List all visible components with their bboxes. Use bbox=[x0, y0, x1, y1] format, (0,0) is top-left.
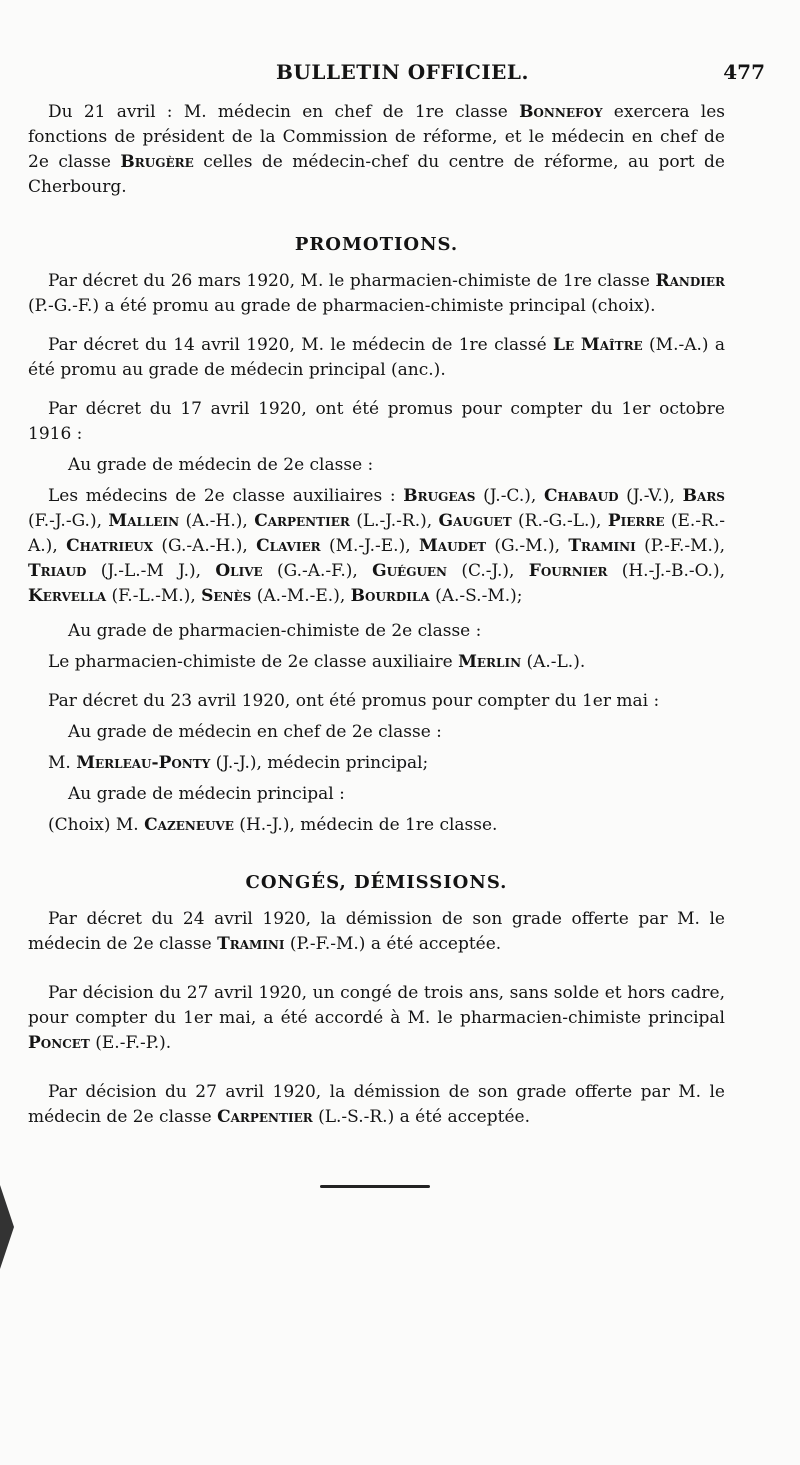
person-name: Tramini bbox=[568, 536, 636, 556]
conges-paragraph: Par décision du 27 avril 1920, un congé de trois ans, sans solde et hors cadre, pour compter du 1er mai, a été accordé à M. le pharmacien-chimiste principal Poncet (E.-F.-P.). bbox=[28, 983, 725, 1053]
person-name: Bonnefoy bbox=[519, 102, 603, 122]
promotion-paragraph: (Choix) M. Cazeneuve (H.-J.), médecin de 1re classe. bbox=[48, 815, 498, 835]
intro-paragraph: Du 21 avril : M. médecin en chef de 1re classe Bonnefoy exercera les fonctions de président de la Commission de réforme, et le médecin en chef de 2e classe Brugère celles de médecin-chef du centre de réforme, au port de Cherbourg. bbox=[28, 102, 725, 197]
person-initials: (G.-A.-H.), bbox=[153, 536, 257, 556]
conges-paragraph: Par décision du 27 avril 1920, la démission de son grade offerte par M. le médecin de 2e classe Carpentier (L.-S.-R.) a été acceptée. bbox=[28, 1082, 725, 1127]
person-name: Senès bbox=[201, 586, 252, 606]
person-name: Poncet bbox=[28, 1033, 90, 1053]
person-name: Merlin bbox=[458, 652, 522, 672]
person-initials: (A.-M.-E.), bbox=[251, 586, 351, 606]
page-header bbox=[40, 60, 765, 90]
grade-subheading: Au grade de pharmacien-chimiste de 2e classe : bbox=[68, 621, 482, 641]
person-name: Chatrieux bbox=[66, 536, 154, 556]
promotion-paragraph: Par décret du 26 mars 1920, M. le pharmacien-chimiste de 1re classe Randier (P.-G.-F.) a été promu au grade de pharmacien-chimiste principal (choix). bbox=[28, 271, 725, 316]
promotion-paragraph: Par décret du 23 avril 1920, ont été promus pour compter du 1er mai : bbox=[48, 691, 660, 711]
person-name: Brugeas bbox=[403, 486, 476, 506]
person-name: Gauguet bbox=[438, 511, 512, 531]
person-initials: (R.-G.-L.), bbox=[511, 511, 608, 531]
person-name: Kervella bbox=[28, 586, 107, 606]
conges-paragraph: Par décret du 24 avril 1920, la démission de son grade offerte par M. le médecin de 2e classe Tramini (P.-F.-M.) a été acceptée. bbox=[28, 909, 725, 954]
person-initials: (H.-J.-B.-O.), bbox=[607, 561, 725, 581]
person-initials: (J.-V.), bbox=[618, 486, 683, 506]
person-name: Le Maître bbox=[552, 335, 643, 355]
promotion-paragraph: M. Merleau-Ponty (J.-J.), médecin principal; bbox=[48, 753, 429, 773]
grade-subheading: Au grade de médecin en chef de 2e classe : bbox=[68, 722, 442, 742]
promotion-paragraph: Par décret du 14 avril 1920, M. le médecin de 1re classé Le Maître (M.-A.) a été promu au grade de médecin principal (anc.). bbox=[28, 335, 725, 380]
person-initials: (F.-J.-G.), bbox=[28, 511, 109, 531]
person-initials: (J.-L.-M J.), bbox=[86, 561, 216, 581]
person-name: Carpentier bbox=[217, 1107, 313, 1127]
person-name: Olive bbox=[215, 561, 263, 581]
page-body bbox=[28, 100, 725, 1130]
person-name: Guéguen bbox=[372, 561, 448, 581]
person-name: Bourdila bbox=[350, 586, 430, 606]
person-name: Fournier bbox=[528, 561, 608, 581]
person-initials: (P.-F.-M.), bbox=[635, 536, 725, 556]
person-name: Maudet bbox=[418, 536, 487, 556]
running-title: BULLETIN OFFICIEL. bbox=[276, 60, 529, 84]
person-name: Carpentier bbox=[254, 511, 350, 531]
section-heading-promotions: PROMOTIONS. bbox=[294, 234, 459, 255]
grade-subheading: Au grade de médecin principal : bbox=[68, 784, 345, 804]
end-rule bbox=[320, 1185, 430, 1188]
person-initials: (L.-J.-R.), bbox=[349, 511, 439, 531]
person-name: Bars bbox=[682, 486, 725, 506]
person-initials: (M.-J.-E.), bbox=[320, 536, 419, 556]
person-initials: (G.-A.-F.), bbox=[262, 561, 373, 581]
person-name: Tramini bbox=[217, 934, 285, 954]
page-number: 477 bbox=[723, 60, 765, 84]
person-name: Cazeneuve bbox=[144, 815, 234, 835]
person-name: Chabaud bbox=[543, 486, 619, 506]
person-initials: (A.-S.-M.); bbox=[429, 586, 523, 606]
promotion-paragraph: Par décret du 17 avril 1920, ont été promus pour compter du 1er octobre 1916 : bbox=[28, 399, 725, 444]
page-edge-shadow bbox=[0, 1185, 14, 1269]
person-name: Pierre bbox=[607, 511, 665, 531]
person-name: Triaud bbox=[28, 561, 87, 581]
person-name: Mallein bbox=[108, 511, 180, 531]
person-initials: (J.-C.), bbox=[475, 486, 544, 506]
section-heading-conges: CONGÉS, DÉMISSIONS. bbox=[245, 872, 508, 893]
person-name: Merleau-Ponty bbox=[76, 753, 211, 773]
person-initials: (C.-J.), bbox=[447, 561, 529, 581]
promotion-paragraph: Le pharmacien-chimiste de 2e classe auxiliaire Merlin (A.-L.). bbox=[48, 652, 586, 672]
person-initials: (G.-M.), bbox=[486, 536, 569, 556]
person-initials: (E.-R.-A.), bbox=[28, 511, 726, 556]
grade-subheading: Au grade de médecin de 2e classe : bbox=[68, 455, 374, 475]
person-initials: (A.-H.), bbox=[179, 511, 255, 531]
promotion-name-list: Les médecins de 2e classe auxiliaires : Brugeas (J.-C.), Chabaud (J.-V.), Bars (F.-J.-G.), Mallein (A.-H.), Carpentier (L.-J.-R.), Gauguet (R.-G.-L.), Pierre (E.-R.-A.), Chatrieux (G.-A.-H.), Clavier (M.-J.-E.), Maudet (G.-M.), Tramini (P.-F.-M.), Triaud (J.-L.-M J.), Olive (G.-A.-F.), Guéguen (C.-J.), Fournier (H.-J.-B.-O.), Kervella (F.-L.-M.), Senès (A.-M.-E.), Bourdila (A.-S.-M.); bbox=[28, 486, 726, 606]
person-initials: (F.-L.-M.), bbox=[106, 586, 202, 606]
person-name: Clavier bbox=[256, 536, 321, 556]
person-name: Randier bbox=[655, 271, 725, 291]
person-name: Brugère bbox=[120, 152, 194, 172]
